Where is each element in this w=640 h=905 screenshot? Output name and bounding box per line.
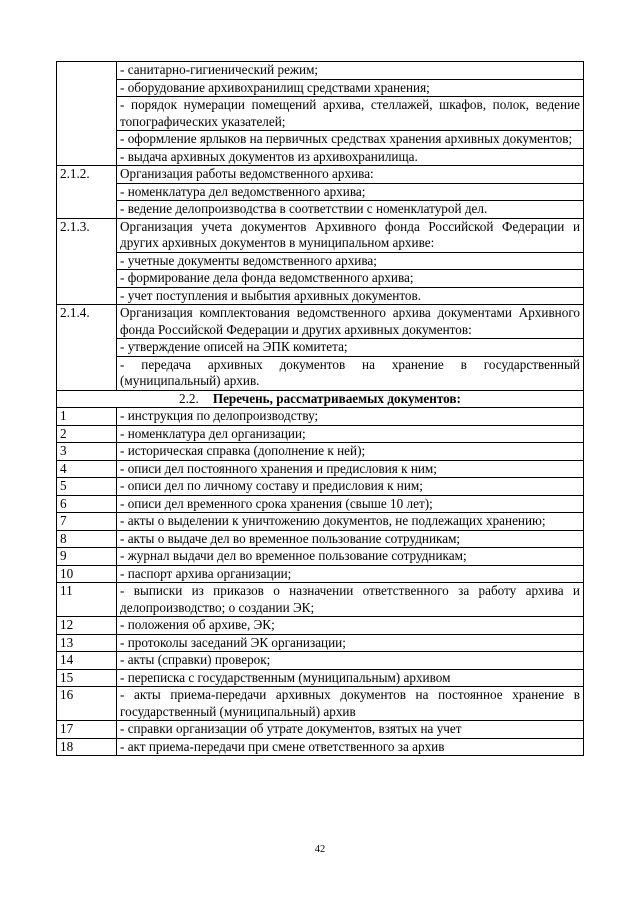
list-row-number: 8 (57, 530, 117, 548)
section-item-text: Организация учета документов Архивного фонда Российской Федерации и других архивных документов в муниципальном архиве: (117, 218, 584, 252)
section-item-text: - ведение делопроизводства в соответствии с номенклатурой дел. (117, 201, 584, 219)
list-row-text: - акты приема-передачи архивных документов на постоянное хранение в государственный (муниципальный) архив (117, 687, 584, 721)
section-row (57, 148, 584, 166)
section-item-text: - оборудование архивохранилищ средствами хранения; (117, 79, 584, 97)
section-number: 2.1.2. (57, 166, 117, 219)
section-row (57, 218, 584, 252)
list-row-number: 12 (57, 617, 117, 635)
section-item-text: - оформление ярлыков на первичных средствах хранения архивных документов; (117, 131, 584, 149)
section-row (57, 201, 584, 219)
list-header-row (57, 390, 584, 408)
section-row (57, 97, 584, 131)
list-row-text: - акты (справки) проверок; (117, 652, 584, 670)
list-row (57, 460, 584, 478)
list-row-number: 9 (57, 548, 117, 566)
section-item-text: - передача архивных документов на хранение в государственный (муниципальный) архив. (117, 356, 584, 390)
list-row (57, 738, 584, 756)
section-item-text: - санитарно-гигиенический режим; (117, 62, 584, 80)
list-row-text: - описи дел по личному составу и предисловия к ним; (117, 478, 584, 496)
section-item-text: - формирование дела фонда ведомственного архива; (117, 270, 584, 288)
list-row (57, 495, 584, 513)
list-row-text: - номенклатура дел организации; (117, 425, 584, 443)
section-row (57, 252, 584, 270)
section-row (57, 356, 584, 390)
section-row (57, 79, 584, 97)
list-row-text: - паспорт архива организации; (117, 565, 584, 583)
section-item-text: - порядок нумерации помещений архива, стеллажей, шкафов, полок, ведение топографических указателей; (117, 97, 584, 131)
list-row-number: 18 (57, 738, 117, 756)
list-row (57, 548, 584, 566)
list-row (57, 443, 584, 461)
section-item-text: - номенклатура дел ведомственного архива; (117, 183, 584, 201)
list-row-text: - историческая справка (дополнение к ней); (117, 443, 584, 461)
section-item-text: - выдача архивных документов из архивохранилища. (117, 148, 584, 166)
list-row-number: 15 (57, 669, 117, 687)
list-row-text: - протоколы заседаний ЭК организации; (117, 634, 584, 652)
section-item-text: - утверждение описей на ЭПК комитета; (117, 339, 584, 357)
list-row (57, 617, 584, 635)
section-number (57, 62, 117, 166)
list-row (57, 687, 584, 721)
list-row (57, 513, 584, 531)
list-row-number: 2 (57, 425, 117, 443)
list-row (57, 425, 584, 443)
list-row-text: - выписки из приказов о назначении ответственного за работу архива и делопроизводство; о создании ЭК; (117, 583, 584, 617)
section-row (57, 339, 584, 357)
list-row-text: - описи дел временного срока хранения (свыше 10 лет); (117, 495, 584, 513)
list-row-number: 1 (57, 408, 117, 426)
list-header-title: Перечень, рассматриваемых документов: (212, 390, 461, 406)
section-row (57, 131, 584, 149)
content-table-body (57, 62, 584, 756)
content-table (56, 61, 584, 756)
list-row-number: 17 (57, 721, 117, 739)
section-item-text: - учет поступления и выбытия архивных документов. (117, 287, 584, 305)
list-row-number: 13 (57, 634, 117, 652)
list-row-number: 7 (57, 513, 117, 531)
list-row-text: - описи дел постоянного хранения и предисловия к ним; (117, 460, 584, 478)
list-row-number: 14 (57, 652, 117, 670)
section-number: 2.1.3. (57, 218, 117, 305)
section-row (57, 166, 584, 184)
section-number: 2.1.4. (57, 305, 117, 391)
list-row-text: - справки организации об утрате документов, взятых на учет (117, 721, 584, 739)
list-row-number: 6 (57, 495, 117, 513)
list-row (57, 530, 584, 548)
list-row (57, 408, 584, 426)
section-item-text: Организация комплектования ведомственного архива документами Архивного фонда Российской Федерации и других архивных документов: (117, 305, 584, 339)
list-row (57, 669, 584, 687)
section-row (57, 62, 584, 80)
list-row-number: 11 (57, 583, 117, 617)
section-item-text: Организация работы ведомственного архива: (117, 166, 584, 184)
list-row-number: 16 (57, 687, 117, 721)
list-row-number: 5 (57, 478, 117, 496)
page-number: 42 (314, 844, 326, 855)
list-row-text: - инструкция по делопроизводству; (117, 408, 584, 426)
list-row-number: 10 (57, 565, 117, 583)
list-row (57, 583, 584, 617)
section-row (57, 287, 584, 305)
section-row (57, 183, 584, 201)
list-row (57, 478, 584, 496)
list-row (57, 565, 584, 583)
list-header (57, 390, 584, 408)
list-row-number: 3 (57, 443, 117, 461)
list-row-text: - переписка с государственным (муниципальным) архивом (117, 669, 584, 687)
section-row (57, 305, 584, 339)
section-row (57, 270, 584, 288)
section-item-text: - учетные документы ведомственного архива; (117, 252, 584, 270)
list-row-text: - акты о выделении к уничтожению документов, не подлежащих хранению; (117, 513, 584, 531)
list-header-number: 2.2. (179, 390, 199, 406)
list-row-text: - акты о выдаче дел во временное пользование сотрудникам; (117, 530, 584, 548)
list-row (57, 652, 584, 670)
list-row-text: - акт приема-передачи при смене ответственного за архив (117, 738, 584, 756)
list-row (57, 634, 584, 652)
list-row-number: 4 (57, 460, 117, 478)
list-row-text: - журнал выдачи дел во временное пользование сотрудникам; (117, 548, 584, 566)
list-row-text: - положения об архиве, ЭК; (117, 617, 584, 635)
list-row (57, 721, 584, 739)
